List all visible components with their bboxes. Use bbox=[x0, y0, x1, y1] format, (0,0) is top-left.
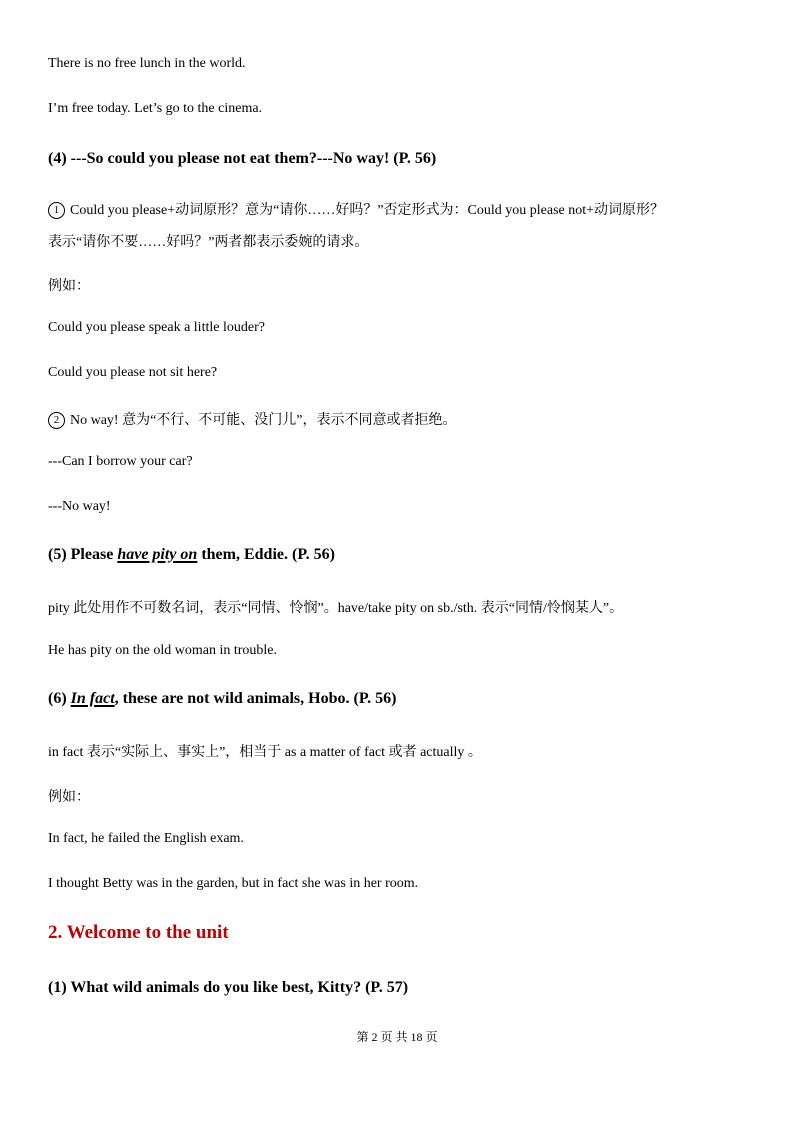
heading-text: them, Eddie. (P. 56) bbox=[197, 546, 335, 563]
dialogue-line: ---No way! bbox=[48, 499, 111, 514]
heading-text: (6) bbox=[48, 690, 71, 707]
key-phrase: In fact bbox=[70, 690, 115, 707]
explanation-text: pity 此处用作不可数名词，表示“同情、怜悯”。have/take pity on sb./sth. 表示“同情/怜悯某人”。 bbox=[48, 601, 624, 616]
example-sentence: There is no free lunch in the world. bbox=[48, 56, 246, 71]
example-sentence: I thought Betty was in the garden, but in fact she was in her room. bbox=[48, 876, 419, 891]
circled-number: 2 bbox=[48, 412, 65, 429]
example-label: 例如： bbox=[48, 790, 90, 805]
explanation-paragraph bbox=[48, 409, 457, 429]
dialogue-line: ---Can I borrow your car? bbox=[48, 454, 193, 469]
explanation-text: No way! 意为“不行、不可能、没门儿”，表示不同意或者拒绝。 bbox=[70, 413, 457, 428]
section-heading: 2. Welcome to the unit bbox=[48, 922, 229, 943]
explanation-text: Could you please+动词原形？意为“请你……好吗？”否定形式为：Could you please not+动词原形？ bbox=[70, 203, 665, 218]
explanation-paragraph bbox=[48, 199, 664, 219]
key-phrase: have pity on bbox=[117, 546, 198, 563]
heading-text: (5) Please bbox=[48, 546, 118, 563]
item-heading-4: (4) ---So could you please not eat them?---No way! (P. 56) bbox=[48, 150, 437, 167]
heading-text: , these are not wild animals, Hobo. (P. 56) bbox=[114, 690, 397, 707]
explanation-text: in fact 表示“实际上、事实上”，相当于 as a matter of fact 或者 actually 。 bbox=[48, 745, 482, 760]
item-heading-5 bbox=[48, 546, 335, 564]
item-heading-1: (1) What wild animals do you like best, Kitty? (P. 57) bbox=[48, 979, 409, 996]
circled-number: 1 bbox=[48, 202, 65, 219]
example-sentence: In fact, he failed the English exam. bbox=[48, 831, 244, 846]
explanation-text: 表示“请你不要……好吗？”两者都表示委婉的请求。 bbox=[48, 235, 369, 250]
example-sentence: Could you please not sit here? bbox=[48, 365, 218, 380]
example-sentence: He has pity on the old woman in trouble. bbox=[48, 643, 278, 658]
example-label: 例如： bbox=[48, 279, 90, 294]
item-heading-6 bbox=[48, 690, 396, 708]
example-sentence: I’m free today. Let’s go to the cinema. bbox=[48, 101, 263, 116]
example-sentence: Could you please speak a little louder? bbox=[48, 320, 265, 335]
page-footer: 第 2 页 共 18 页 bbox=[356, 1030, 438, 1044]
